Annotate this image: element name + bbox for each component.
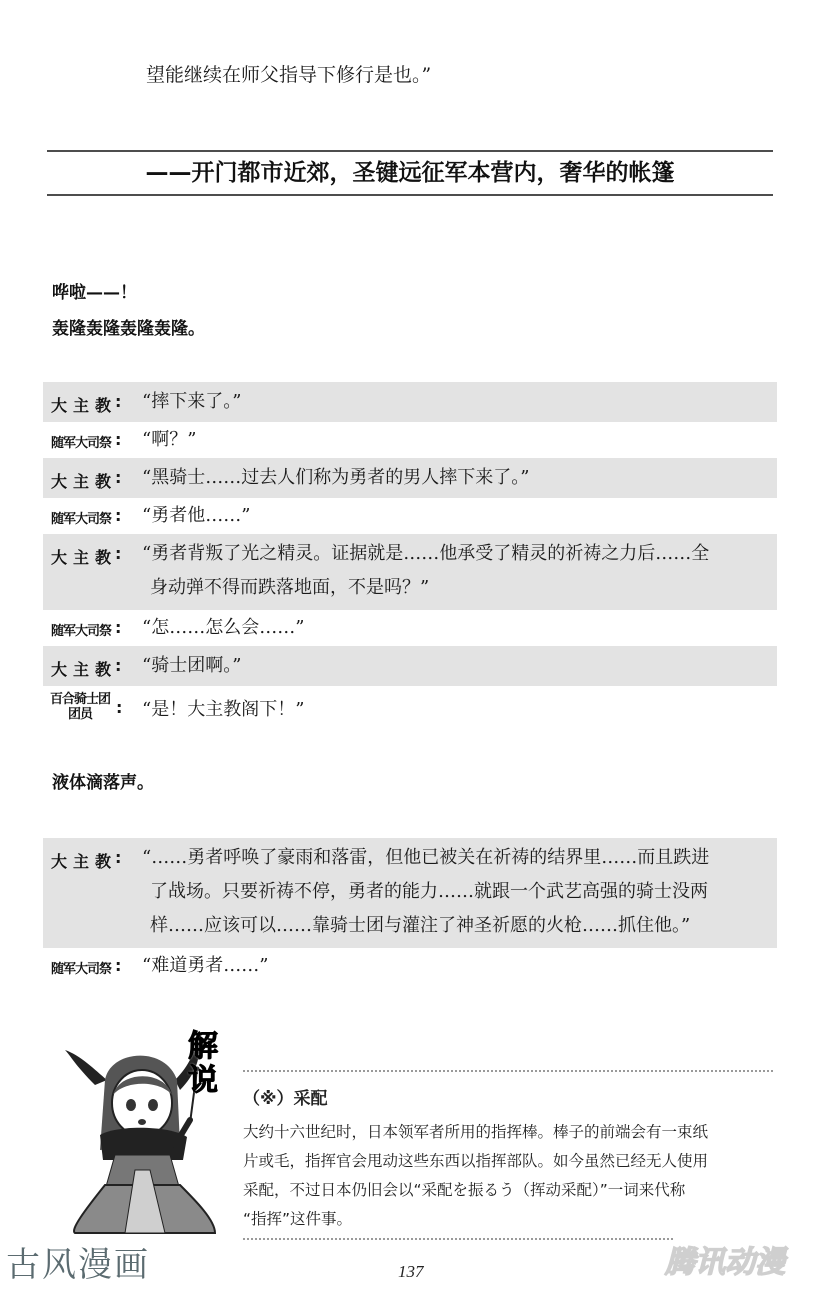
colon: :: [115, 618, 122, 637]
speaker-name: 随军大司祭: [51, 436, 112, 451]
note-title: （※）采配: [243, 1089, 328, 1109]
speaker-name: 随军大司祭: [51, 962, 112, 977]
speaker-name: 大主教: [51, 472, 118, 491]
speaker-name: 随军大司祭: [51, 512, 112, 527]
dialogue-text: “摔下来了。”: [142, 391, 242, 412]
colon: :: [115, 468, 122, 487]
dialogue-text: “骑士团啊。”: [142, 655, 242, 676]
watermark-logo: 腾讯动漫: [665, 1245, 785, 1280]
dialogue-text: “怎……怎么会……”: [142, 617, 305, 638]
colon: :: [115, 392, 122, 411]
dialogue-text: “黑骑士……过去人们称为勇者的男人摔下来了。”: [142, 467, 530, 488]
colon: :: [115, 656, 122, 675]
dialogue-row: [43, 838, 777, 948]
dialogue-row: [43, 534, 777, 610]
dialogue-row: [43, 498, 777, 534]
dialogue-text: “勇者他……”: [142, 505, 251, 526]
colon: :: [116, 698, 123, 717]
colon: :: [115, 956, 122, 975]
colon: :: [115, 506, 122, 525]
sound-effect: 轰隆轰隆轰隆轰隆。: [52, 319, 205, 339]
scene-rule-bottom: [47, 194, 773, 196]
note-body: 大约十六世纪时，日本领军者所用的指挥棒。棒子的前端会有一束纸 片或毛，指挥官会甩动这些东西以指挥部队。如今虽然已经无人使用 采配，不过日本仍旧会以“采配を振るう（挥动采配）”一词来代称 “指挥”这件事。: [243, 1123, 709, 1228]
dialogue-row: [43, 686, 777, 732]
sound-effect: 液体滴落声。: [52, 773, 154, 793]
dialogue-text: “勇者背叛了光之精灵。证据就是……他承受了精灵的祈祷之力后……全 身动弹不得而跌落地面，不是吗？”: [142, 543, 710, 598]
dialogue-row: [43, 948, 777, 984]
speaker-name: 大主教: [51, 660, 118, 679]
commentary-badge: 解 说: [188, 1029, 218, 1098]
dialogue-text: “难道勇者……”: [142, 955, 269, 976]
speaker-name: 大主教: [51, 548, 118, 567]
colon: :: [115, 544, 122, 563]
dialogue-row: [43, 382, 777, 422]
note-divider-bottom: [243, 1238, 673, 1240]
colon: :: [115, 430, 122, 449]
dialogue-row: [43, 458, 777, 498]
publisher-logo: 古风漫画: [6, 1245, 150, 1285]
dialogue-row: [43, 646, 777, 686]
dialogue-row: [43, 422, 777, 458]
note-divider-top: [243, 1070, 773, 1072]
page-number: 137: [398, 1262, 424, 1281]
speaker-name: 大主教: [51, 852, 118, 871]
scene-heading: ——开门都市近郊，圣键远征军本营内，奢华的帐篷: [145, 160, 675, 186]
colon: :: [115, 848, 122, 867]
dialogue-text: “是！大主教阁下！”: [142, 699, 305, 720]
dialogue-row: [43, 610, 777, 646]
speaker-name: 随军大司祭: [51, 624, 112, 639]
carryover-text: 望能继续在师父指导下修行是也。”: [146, 64, 432, 86]
scene-rule-top: [47, 150, 773, 152]
speaker-name: 大主教: [51, 396, 118, 415]
sound-effect: 哗啦——！: [52, 283, 137, 303]
speaker-name: 百合骑士团 团员: [49, 692, 110, 722]
dialogue-text: “……勇者呼唤了豪雨和落雷，但他已被关在祈祷的结界里……而且跌进 了战场。只要祈祷不停，勇者的能力……就跟一个武艺高强的骑士没两 样……应该可以……靠骑士团与灌注了神圣祈愿的火枪……抓住他。”: [142, 847, 710, 936]
dialogue-text: “啊？”: [142, 429, 197, 450]
